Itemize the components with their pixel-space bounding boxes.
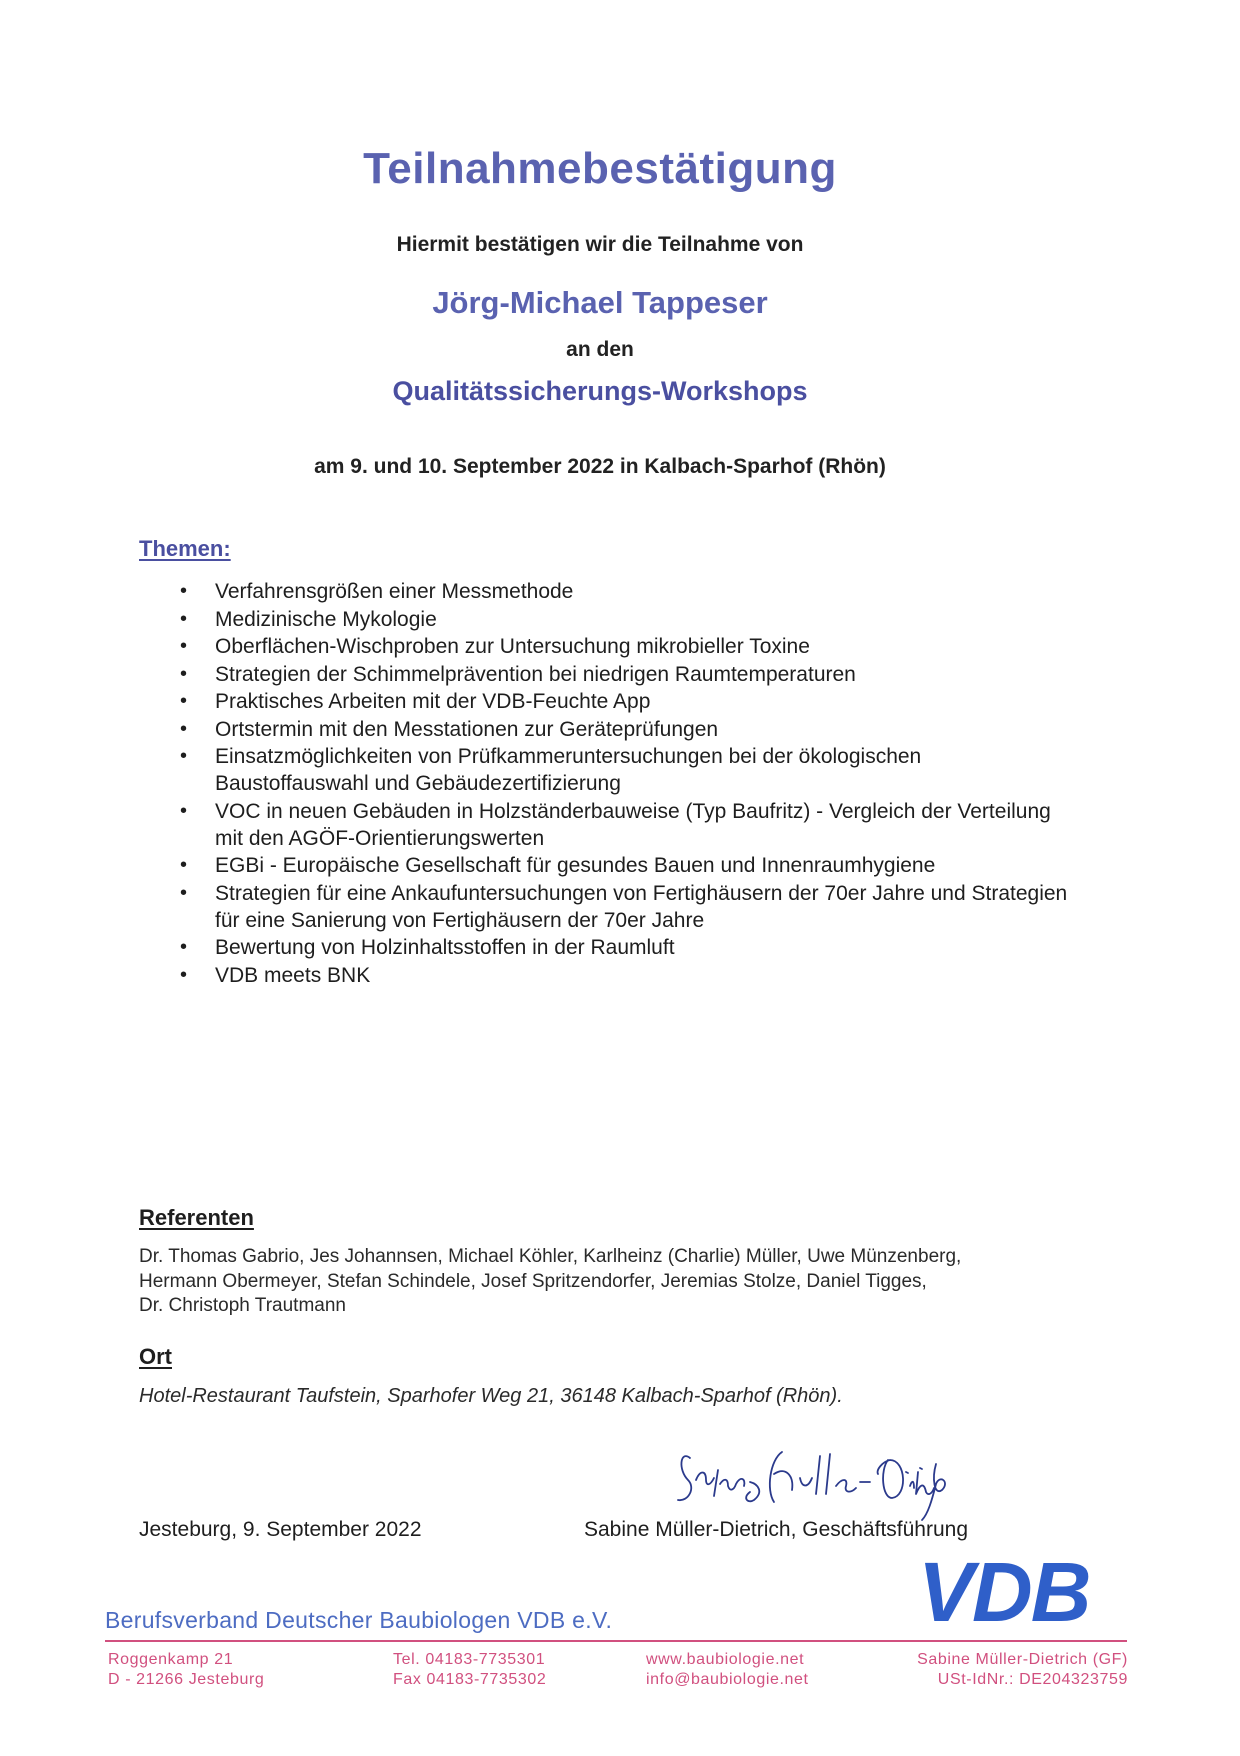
website-link: www.baubiologie.net [646,1651,805,1668]
theme-item [180,716,1080,743]
bullet-icon: • [180,799,188,822]
bullet-icon: • [180,690,188,712]
referees-line: Dr. Christoph Trautmann [139,1295,346,1316]
bullet-icon: • [180,717,188,740]
email-link: info@baubiologie.net [646,1671,809,1688]
vdb-logo: VDB [918,1545,1090,1639]
event-date-location: am 9. und 10. September 2022 in Kalbach-Sparhof (Rhön) [314,455,886,478]
participant-name: Jörg-Michael Tappeser [432,285,768,320]
bullet-icon: • [180,635,188,657]
theme-text: Praktisches Arbeiten mit der VDB-Feuchte App [215,690,651,713]
theme-item [180,606,1080,633]
bullet-icon: • [180,854,188,876]
referees-line: Hermann Obermeyer, Stefan Schindele, Josef Spritzendorfer, Jeremias Stolze, Daniel Tigges, [139,1270,927,1292]
workshop-name: Qualitätssicherungs-Workshops [392,376,808,406]
theme-text: Strategien für eine Ankaufuntersuchungen von Fertighäusern der 70er Jahre und Strategien für eine Sanierung von Fertighäusern der 70er Jahre [215,881,1068,932]
organization-name: Berufsverband Deutscher Baubiologen VDB e.V. [105,1607,613,1633]
theme-item [180,934,1080,961]
address-line: Roggenkamp 21 [108,1651,234,1668]
address-line: D - 21266 Jesteburg [108,1671,265,1688]
signatory-name: Sabine Müller-Dietrich, Geschäftsführung [584,1518,969,1541]
bullet-icon: • [180,607,188,630]
place-and-date: Jesteburg, 9. September 2022 [139,1518,422,1541]
handwritten-signature [670,1430,970,1525]
themes-heading: Themen: [139,536,231,561]
location-address: Hotel-Restaurant Taufstein, Sparhofer Weg 21, 36148 Kalbach-Sparhof (Rhön). [139,1385,843,1407]
referees-list [139,1245,1089,1319]
footer-legal [908,1650,1128,1690]
bullet-icon: • [180,662,188,685]
theme-item [180,578,1080,605]
theme-item [180,962,1080,989]
footer-address [108,1650,264,1690]
location-heading: Ort [139,1344,172,1369]
theme-item [180,661,1080,688]
theme-text: Verfahrensgrößen einer Messmethode [215,580,574,603]
theme-item [180,633,1080,660]
bullet-icon: • [180,936,188,958]
footer-divider [105,1640,1127,1642]
intro-text: Hiermit bestätigen wir die Teilnahme von [396,233,804,256]
theme-text: Medizinische Mykologie [215,607,437,631]
theme-text: EGBi - Europäische Gesellschaft für gesundes Bauen und Innenraumhygiene [215,854,936,877]
connector-text: an den [566,338,634,361]
theme-text: VDB meets BNK [215,963,371,987]
fax-line: Fax 04183-7735302 [393,1671,547,1688]
theme-text: Einsatzmöglichkeiten von Prüfkammeruntersuchungen bei der ökologischen Baustoffauswahl und Gebäudezertifizierung [215,745,922,795]
bullet-icon: • [180,580,188,602]
bullet-icon: • [180,963,188,986]
theme-item [180,688,1080,715]
bullet-icon: • [180,881,188,904]
theme-item [180,852,1080,879]
footer-phone [393,1650,546,1690]
theme-item [180,743,1080,797]
theme-text: VOC in neuen Gebäuden in Holzständerbauweise (Typ Baufritz) - Vergleich der Verteilung mit den AGÖF-Orientierungswerten [215,799,1051,850]
theme-text: Oberflächen-Wischproben zur Untersuchung mikrobieller Toxine [215,635,810,658]
footer-web [646,1650,809,1690]
theme-text: Bewertung von Holzinhaltsstoffen in der Raumluft [215,936,675,959]
document-title: Teilnahmebestätigung [363,144,837,193]
referees-line: Dr. Thomas Gabrio, Jes Johannsen, Michael Köhler, Karlheinz (Charlie) Müller, Uwe Münzenberg, [139,1246,962,1267]
vat-id: USt-IdNr.: DE204323759 [937,1671,1128,1688]
theme-text: Ortstermin mit den Messtationen zur Geräteprüfungen [215,717,719,741]
theme-item [180,798,1080,852]
theme-text: Strategien der Schimmelprävention bei niedrigen Raumtemperaturen [215,662,856,686]
theme-item [180,880,1080,934]
phone-line: Tel. 04183-7735301 [393,1651,546,1668]
managing-director: Sabine Müller-Dietrich (GF) [917,1651,1128,1668]
bullet-icon: • [180,745,188,767]
referees-heading: Referenten [139,1205,254,1230]
themes-list [180,578,1080,989]
